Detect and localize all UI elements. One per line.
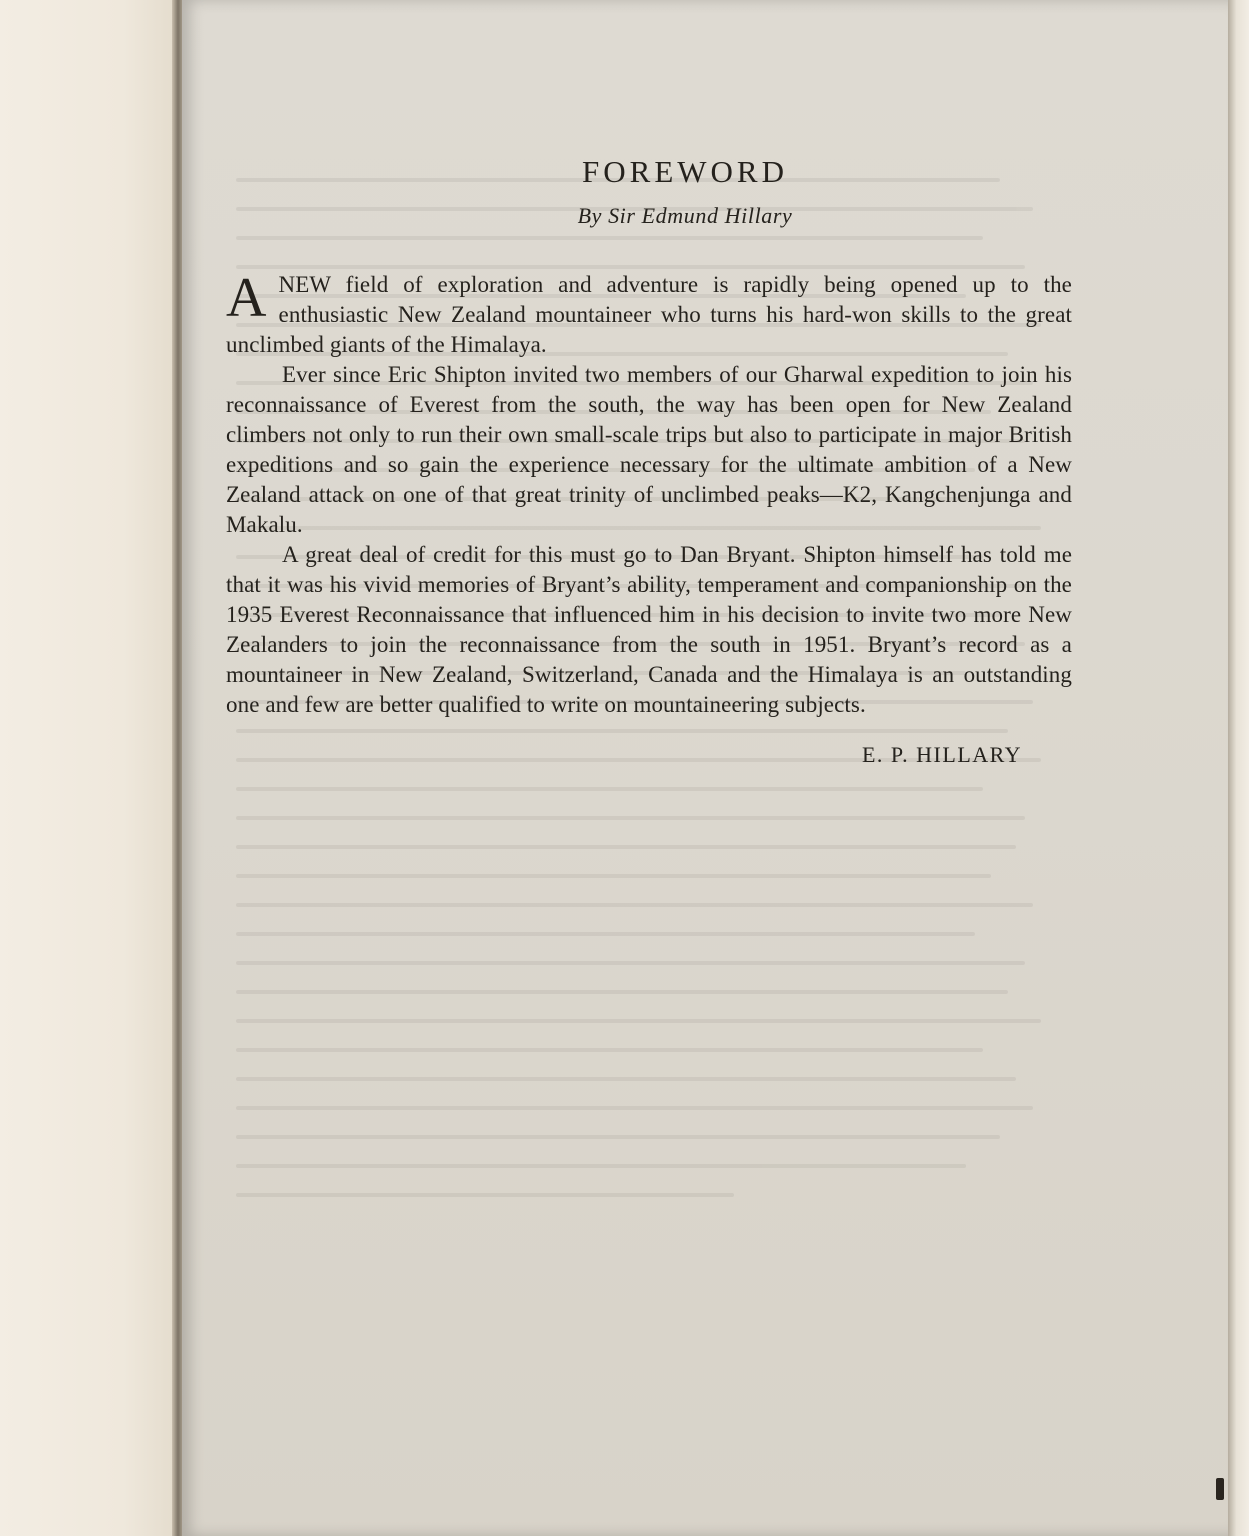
paragraph-2: Ever since Eric Shipton invited two members of our Gharwal expedition to join his reconnaissance of Everest from the south, the way has been open for New Zealand climbers not only to run their own small-scale trips but also to participate in major British expeditions and so gain the experience necessary for the ultimate ambition of a New Zealand attack on one of that great trinity of unclimbed peaks—K2, Kangchenjunga and Makalu. <box>226 362 1072 537</box>
drop-cap: A <box>226 267 267 329</box>
signature: E. P. HILLARY <box>861 742 1022 767</box>
foreword-body <box>226 267 1072 720</box>
page-title: FOREWORD <box>582 154 788 189</box>
page-edge <box>1228 0 1249 1536</box>
paragraph-1-text: NEW field of exploration and adventure is rapidly being opened up to the enthusiastic New Zealand mountaineer who turns his hard-won skills to the great unclimbed giants of the Himalaya. <box>226 272 1072 357</box>
left-facing-page <box>0 0 176 1536</box>
page-corner-mark <box>1216 1478 1224 1500</box>
paragraph-3: A great deal of credit for this must go to Dan Bryant. Shipton himself has told me that it was his vivid memories of Bryant’s ability, temperament and companionship on the 1935 Everest Reconnaissance that influenced him in his decision to invite two more New Zealanders to join the reconnaissance from the south in 1951. Bryant’s record as a mountaineer in New Zealand, Switzerland, Canada and the Himalaya is an outstanding one and few are better qualified to write on mountaineering subjects. <box>226 542 1072 717</box>
paragraph-1 <box>226 267 1072 360</box>
author-byline: By Sir Edmund Hillary <box>577 203 793 228</box>
foreword-content <box>226 150 1072 768</box>
